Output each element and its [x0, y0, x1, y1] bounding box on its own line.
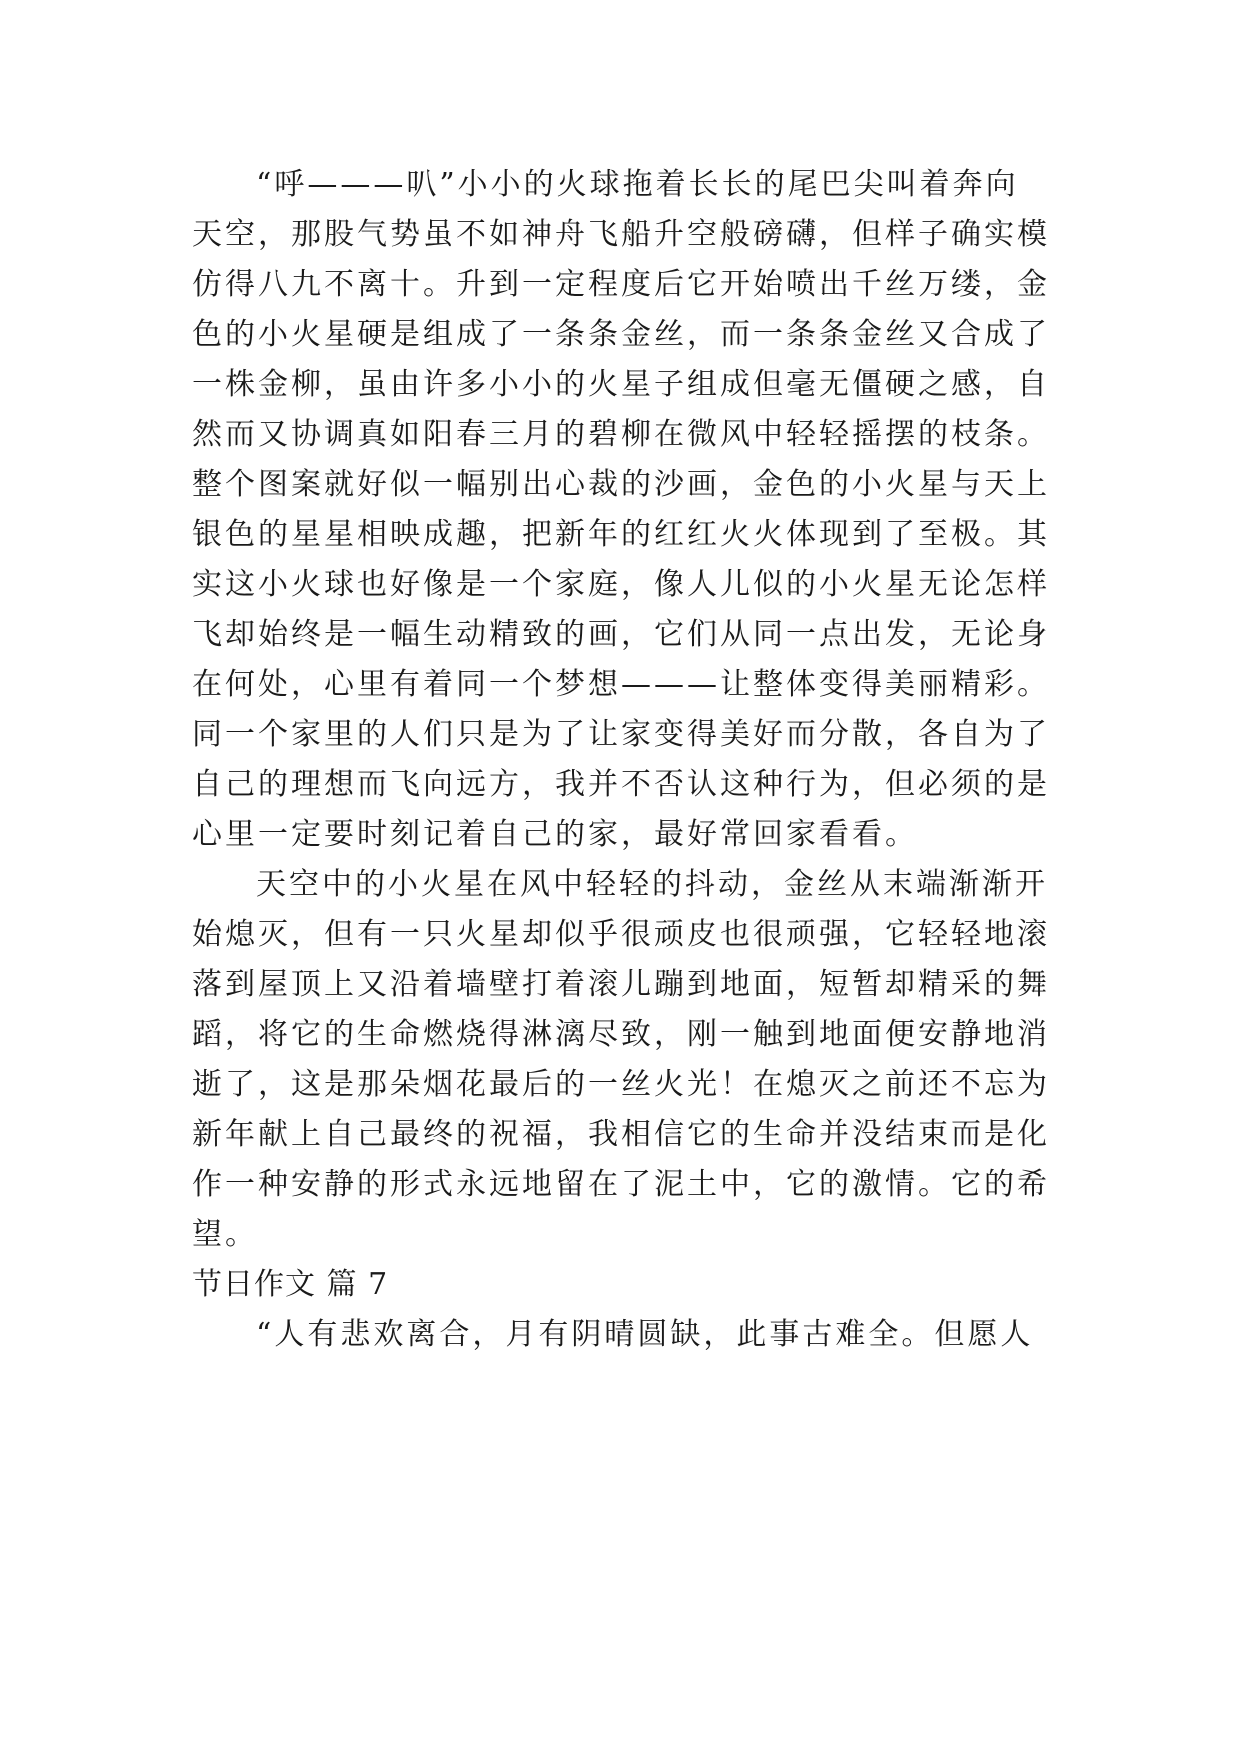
- text-line: 自己的理想而飞向远方，我并不否认这种行为，但必须的是: [192, 767, 1050, 802]
- text-line: 飞却始终是一幅生动精致的画，它们从同一点出发，无论身: [192, 617, 1050, 652]
- text-line: 蹈，将它的生命燃烧得淋漓尽致，刚一触到地面便安静地消: [192, 1017, 1050, 1052]
- paragraph-poem-opening: [192, 1310, 1062, 1360]
- text-line: 一株金柳，虽由许多小小的火星子组成但毫无僵硬之感，自: [192, 367, 1050, 402]
- text-line: 实这小火球也好像是一个家庭，像人儿似的小火星无论怎样: [192, 567, 1050, 602]
- text-line: 作一种安静的形式永远地留在了泥土中，它的激情。它的希: [192, 1167, 1050, 1202]
- text-line: “呼———叭”小小的火球拖着长长的尾巴尖叫着奔向: [256, 167, 1019, 202]
- paragraph-last-spark: [192, 860, 1062, 1260]
- text-line: 然而又协调真如阳春三月的碧柳在微风中轻轻摇摆的枝条。: [192, 417, 1050, 452]
- text-line: 天空，那股气势虽不如神舟飞船升空般磅礴，但样子确实模: [192, 217, 1050, 252]
- text-line: 仿得八九不离十。升到一定程度后它开始喷出千丝万缕，金: [192, 267, 1050, 302]
- text-line: 始熄灭，但有一只火星却似乎很顽皮也很顽强，它轻轻地滚: [192, 917, 1050, 952]
- text-line: 心里一定要时刻记着自己的家，最好常回家看看。: [192, 817, 918, 852]
- paragraph-fireworks-family: [192, 160, 1062, 860]
- text-line: 逝了，这是那朵烟花最后的一丝火光！在熄灭之前还不忘为: [192, 1067, 1050, 1102]
- text-line: 望。: [192, 1217, 258, 1252]
- text-line: 天空中的小火星在风中轻轻的抖动，金丝从末端渐渐开: [256, 867, 1048, 902]
- document-body: [192, 160, 1062, 1360]
- text-line: 同一个家里的人们只是为了让家变得美好而分散，各自为了: [192, 717, 1050, 752]
- text-line: 落到屋顶上又沿着墙壁打着滚儿蹦到地面，短暂却精采的舞: [192, 967, 1050, 1002]
- text-line: 整个图案就好似一幅别出心裁的沙画，金色的小火星与天上: [192, 467, 1050, 502]
- text-line: “人有悲欢离合，月有阴晴圆缺，此事古难全。但愿人: [256, 1317, 1034, 1352]
- text-line: 在何处，心里有着同一个梦想———让整体变得美丽精彩。: [192, 667, 1050, 702]
- section-heading: 节日作文 篇 7: [192, 1267, 389, 1302]
- text-line: 新年献上自己最终的祝福，我相信它的生命并没结束而是化: [192, 1117, 1050, 1152]
- text-line: 银色的星星相映成趣，把新年的红红火火体现到了至极。其: [192, 517, 1050, 552]
- text-line: 色的小火星硬是组成了一条条金丝，而一条条金丝又合成了: [192, 317, 1050, 352]
